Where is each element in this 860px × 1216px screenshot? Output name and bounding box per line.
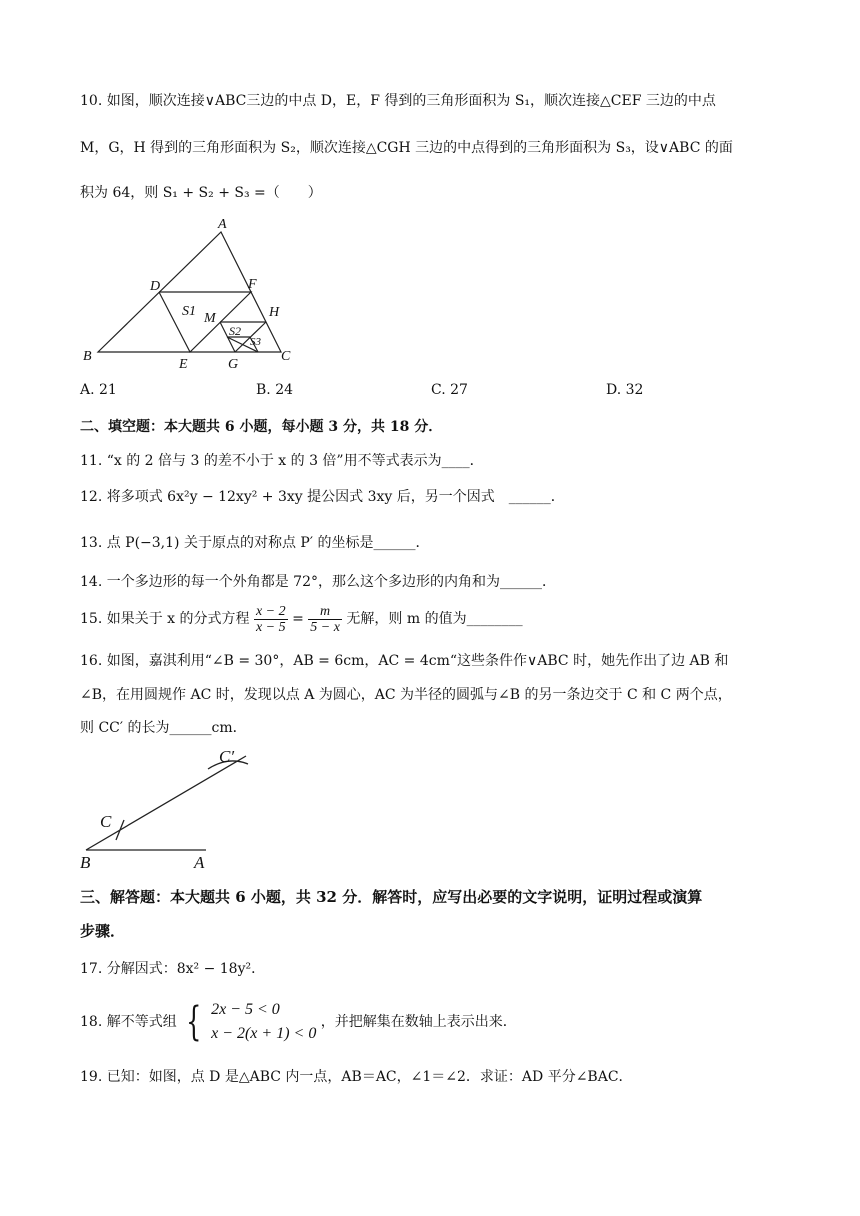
q16-line-3: 则 CC′ 的长为______cm． [80,720,247,736]
label-C: C [281,349,291,364]
q10-line-3: 积为 64，则 S₁ + S₂ + S₃ =（ ） [80,185,322,201]
q15-prefix: 15. 如果关于 x 的分式方程 [80,611,250,627]
label-S2: S2 [229,324,241,338]
q10-option-b: B. 24 [256,382,294,398]
q18 [80,997,517,1047]
q16-line-2: ∠B，在用圆规作 AC 时，发现以点 A 为圆心，AC 为半径的圆弧与∠B 的另一条边交于 C 和 C 两个点， [80,687,732,703]
q15-frac1-denominator: x − 5 [255,619,286,635]
label-S3: S3 [250,336,261,348]
label-C: C [100,812,112,831]
label-F: F [248,277,257,292]
q18-inequality-system [211,998,316,1046]
section-2-heading: 二、填空题：本大题共 6 小题，每小题 3 分，共 18 分． [80,419,443,435]
label-H: H [269,305,280,320]
q19: 19. 已知：如图，点 D 是△ABC 内一点，AB＝AC，∠1＝∠2．求证：AD 平分∠BAC． [80,1069,633,1085]
q11: 11. “x 的 2 倍与 3 的差不小于 x 的 3 倍”用不等式表示为____． [80,453,484,469]
section-3-heading-line-1: 三、解答题：本大题共 6 小题，共 32 分．解答时，应写出必要的文字说明，证明过程或演算 [80,888,703,906]
section-3-heading-line-2: 步骤． [80,922,126,940]
label-B: B [83,349,92,364]
brace-icon: { [186,999,202,1045]
q14: 14. 一个多边形的每一个外角都是 72°，那么这个多边形的内角和为______． [80,574,556,590]
label-G: G [228,357,239,372]
q10-line-2: M，G，H 得到的三角形面积为 S₂，顺次连接△CGH 三边的中点得到的三角形面积为 S₃，设∨ABC 的面 [80,140,733,156]
label-B: B [80,853,91,872]
q12: 12. 将多项式 6x²y − 12xy² + 3xy 提公因式 3xy 后，另一个因式 ______． [80,489,565,505]
q15-equals: = [292,611,304,627]
q15-fraction-left [254,604,288,635]
q15-suffix: 无解，则 m 的值为________ [346,611,523,627]
q15 [80,602,523,636]
q10-triangle-figure [78,214,308,374]
label-A: A [218,217,227,232]
q15-frac1-numerator: x − 2 [255,603,286,619]
q18-prefix: 18. 解不等式组 [80,1014,177,1030]
label-M: M [204,311,216,326]
q15-fraction-right [308,604,342,635]
q10-option-a: A. 21 [80,382,117,398]
label-C-prime: C′ [219,747,235,766]
q16-line-1: 16. 如图，嘉淇利用“∠B = 30°，AB = 6cm，AC = 4cm“这些条件作∨ABC 时，她先作出了边 AB 和 [80,653,729,669]
label-E: E [179,357,188,372]
label-S1: S1 [182,304,196,319]
q10-option-d: D. 32 [606,382,644,398]
q13: 13. 点 P(−3,1) 关于原点的对称点 P′ 的坐标是______． [80,535,430,551]
label-A: A [194,853,205,872]
q15-frac2-denominator: 5 − x [310,619,340,635]
label-D: D [150,279,161,294]
q16-construction-figure [78,744,278,874]
q18-inequality-1: 2x − 5 < 0 [211,1001,280,1018]
q18-suffix: ，并把解集在数轴上表示出来． [320,1014,517,1030]
q18-inequality-2: x − 2(x + 1) < 0 [211,1025,317,1042]
q17: 17. 分解因式：8x² − 18y²． [80,961,266,977]
q10-line-1: 10. 如图，顺次连接∨ABC三边的中点 D，E，F 得到的三角形面积为 S₁，顺次连接△CEF 三边的中点 [80,93,716,109]
q15-frac2-numerator: m [308,604,342,620]
q10-option-c: C. 27 [431,382,468,398]
